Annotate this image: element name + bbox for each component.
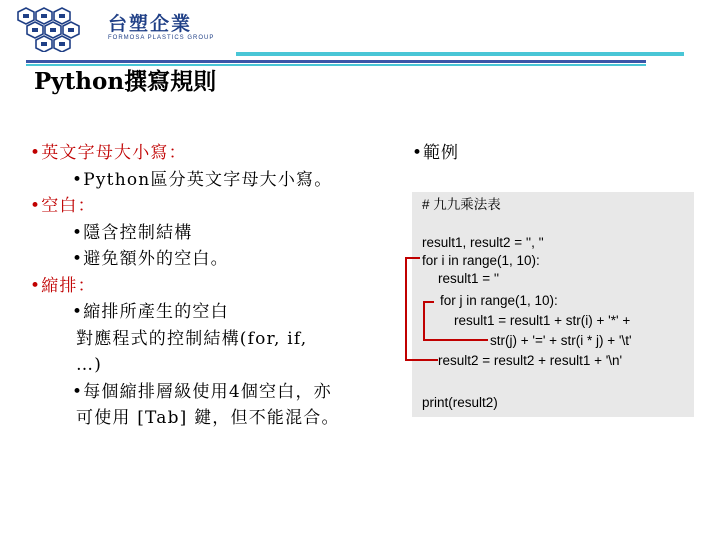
slide-title: Python撰寫規則 bbox=[34, 68, 217, 95]
code-line: result1, result2 = '', '' bbox=[422, 235, 544, 250]
bullet-marker: • bbox=[30, 143, 42, 163]
brand-name-cn: 台塑企業 bbox=[108, 13, 193, 35]
example-title: 範例 bbox=[423, 143, 460, 163]
indent-marker-outer bbox=[406, 258, 438, 360]
bullet-text: 對應程式的控制結構(for, if, bbox=[76, 328, 308, 349]
bullet-text: Python區分英文字母大小寫。 bbox=[83, 169, 333, 190]
bullet-text: 縮排： bbox=[41, 275, 96, 296]
bullet-marker: • bbox=[72, 222, 84, 243]
code-line-comment: # 九九乘法表 bbox=[422, 197, 501, 212]
bullet-text: 空白： bbox=[41, 196, 96, 216]
bullet-text: 避免額外的空白。 bbox=[83, 249, 229, 269]
bullet-marker: • bbox=[30, 275, 42, 296]
code-line: for i in range(1, 10): bbox=[422, 253, 540, 268]
bullet-text: 隱含控制結構 bbox=[83, 222, 193, 243]
brand-name-en: FORMOSA PLASTICS GROUP bbox=[108, 35, 215, 41]
code-line: result1 = '' bbox=[438, 271, 500, 286]
code-line: result2 = result2 + result1 + '\n' bbox=[438, 353, 623, 368]
code-line: for j in range(1, 10): bbox=[440, 293, 558, 308]
code-line: result1 = result1 + str(i) + '*' + bbox=[454, 313, 631, 328]
bullet-text: 縮排所產生的空白 bbox=[83, 302, 229, 322]
bullet-text: 英文字母大小寫： bbox=[41, 143, 187, 163]
bullet-marker: • bbox=[72, 249, 84, 269]
bullet-marker: • bbox=[412, 143, 424, 163]
bullet-marker: • bbox=[30, 196, 42, 216]
bullet-marker: • bbox=[72, 169, 84, 190]
code-line: print(result2) bbox=[422, 395, 498, 410]
bullet-text: …) bbox=[76, 355, 103, 375]
bullet-text: 每個縮排層級使用4個空白，亦 bbox=[83, 381, 332, 402]
bullet-marker: • bbox=[72, 302, 84, 322]
bullet-marker: • bbox=[72, 381, 84, 402]
bullet-text: 可使用 [Tab] 鍵，但不能混合。 bbox=[76, 408, 340, 428]
code-line: str(j) + '=' + str(i * j) + '\t' bbox=[490, 333, 632, 348]
